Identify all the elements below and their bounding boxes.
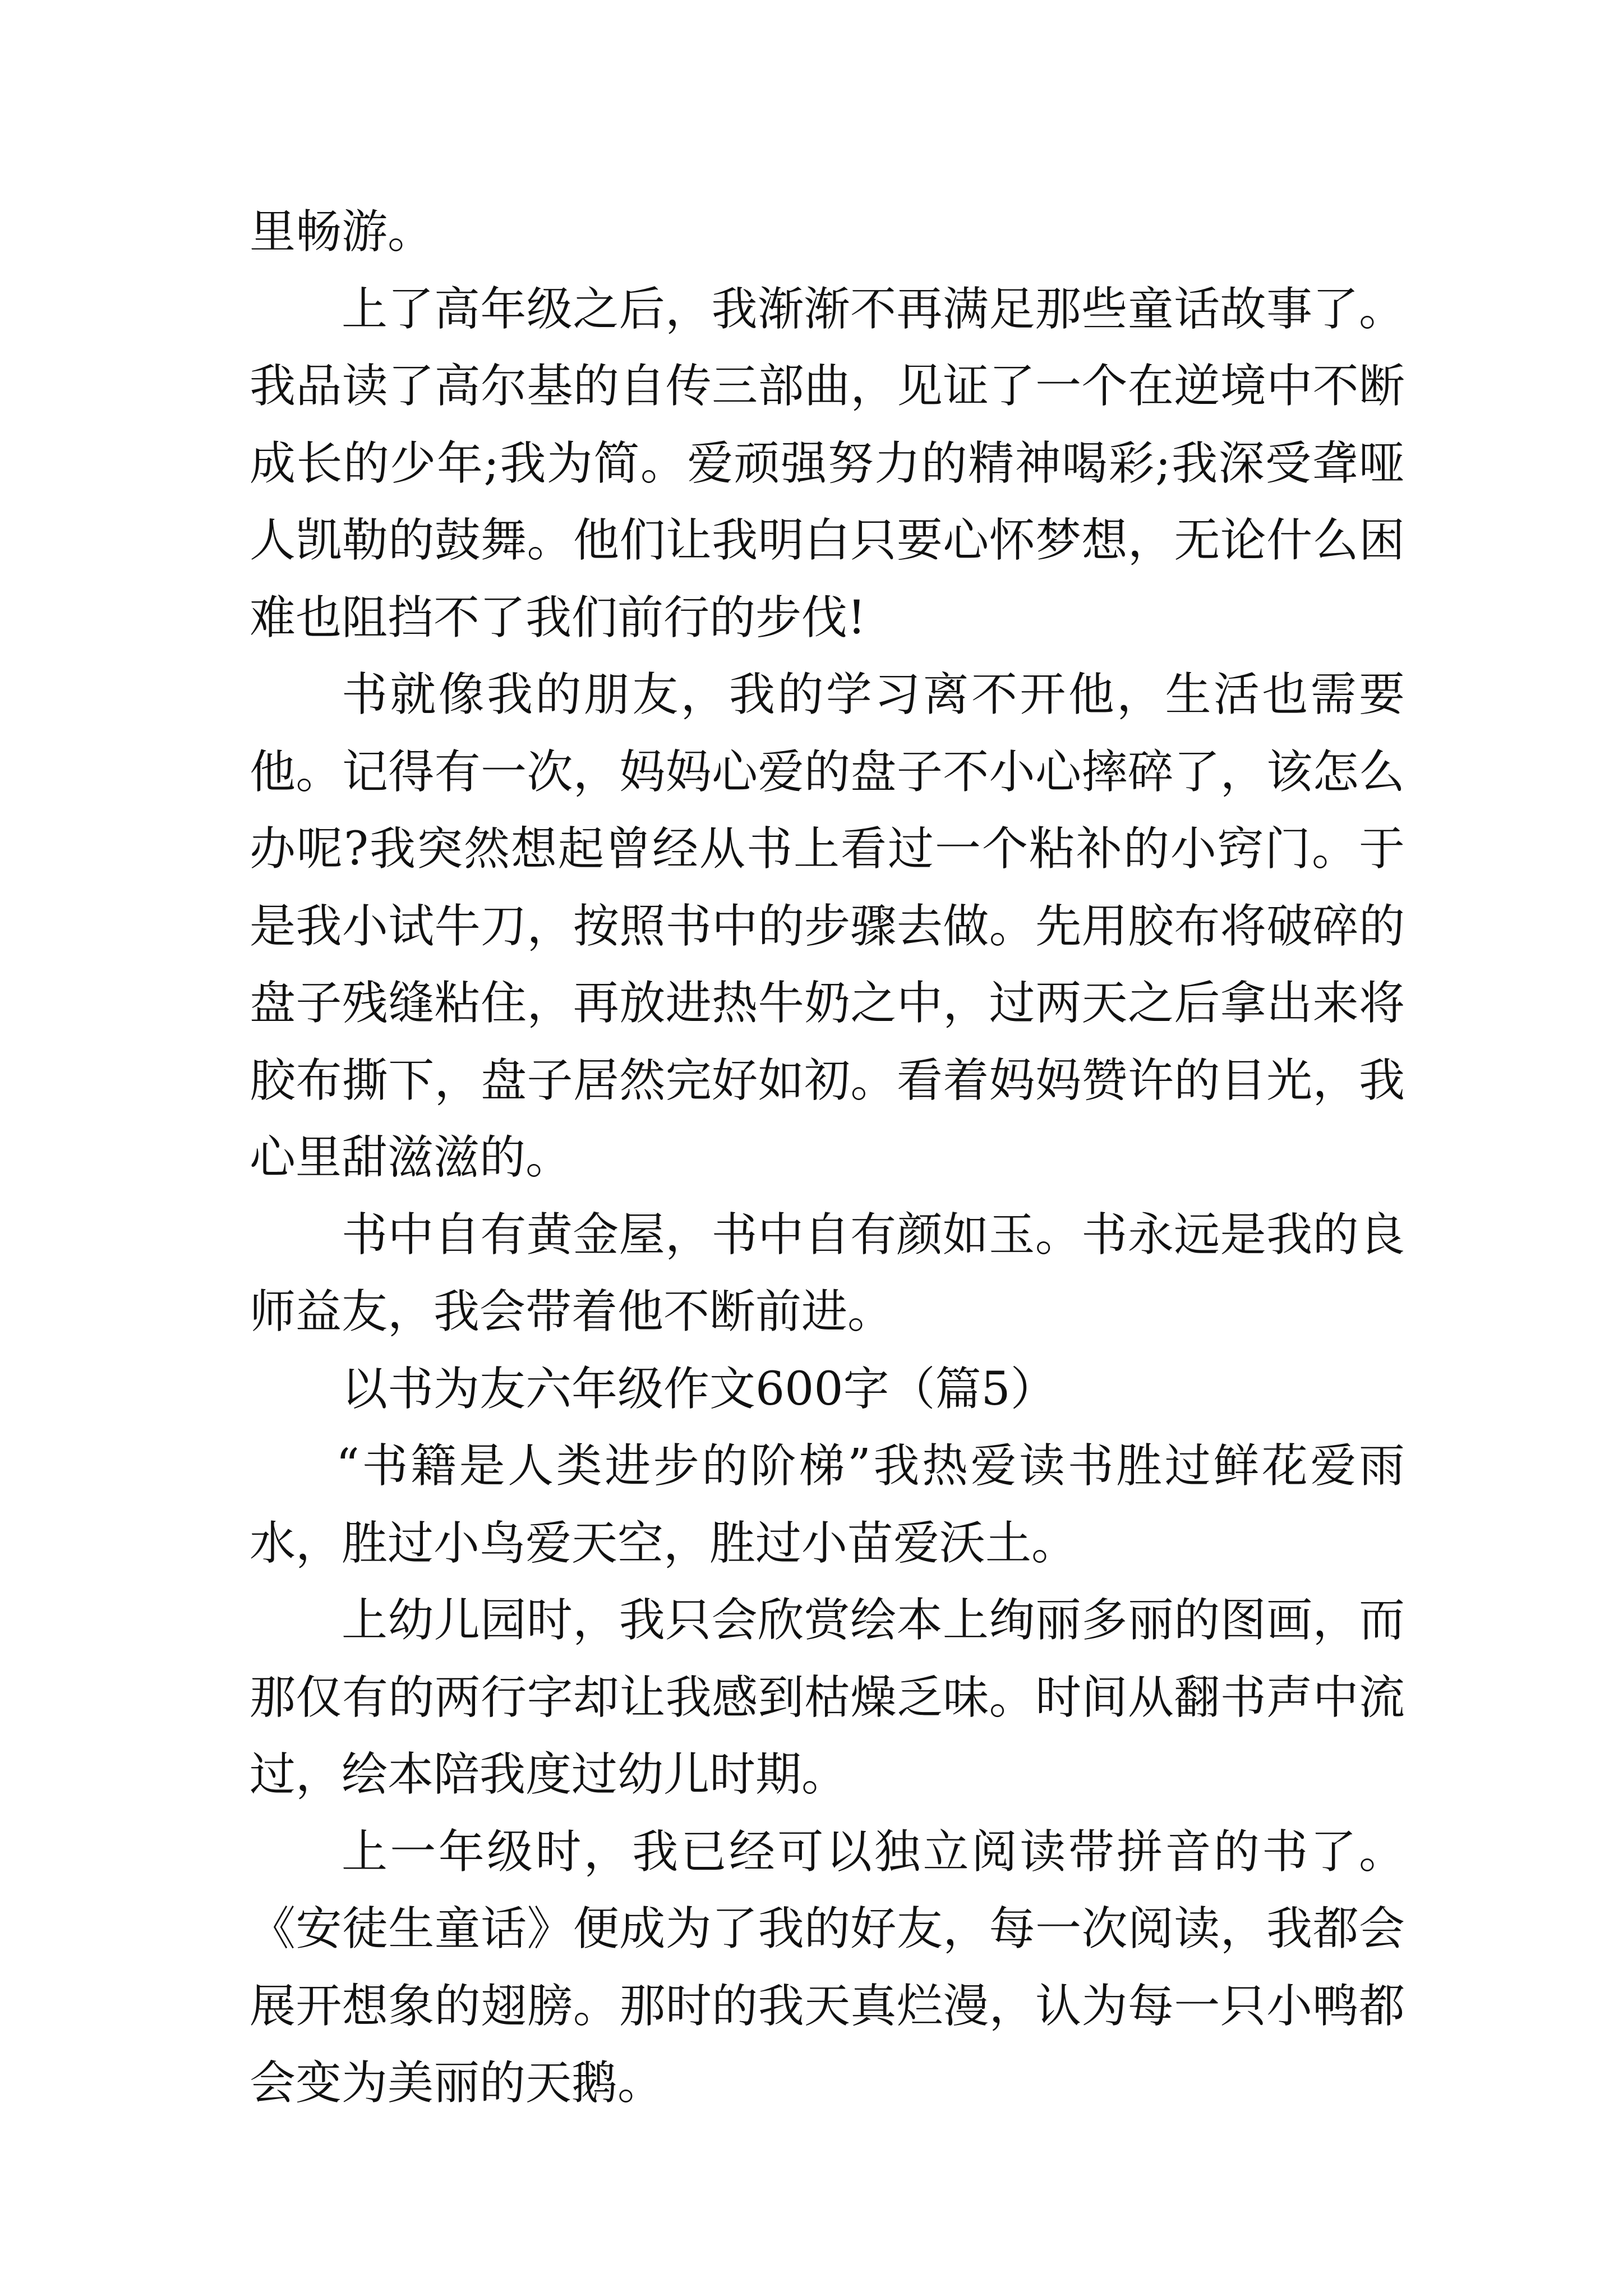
paragraph-golden-house: 书中自有黄金屋，书中自有颜如玉。书永远是我的良师益友，我会带着他不断前进。 — [250, 1208, 1405, 1338]
paragraph-first-grade: 上一年级时，我已经可以独立阅读带拼音的书了。《安徒生童话》便成为了我的好友，每一次阅读，我都会展开想象的翅膀。那时的我天真烂漫，认为每一只小鸭都会变为美丽的天鹅。 — [250, 1825, 1405, 2110]
paragraph-high-grade: 上了高年级之后，我渐渐不再满足那些童话故事了。我品读了高尔基的自传三部曲，见证了一个在逆境中不断成长的少年;我为简。爱顽强努力的精神喝彩;我深受聋哑人凯勒的鼓舞。他们让我明白只要心怀梦想，无论什么困难也阻挡不了我们前行的步伐! — [250, 282, 1405, 645]
paragraph-kindergarten: 上幼儿园时，我只会欣赏绘本上绚丽多丽的图画，而那仅有的两行字却让我感到枯燥乏味。时间从翻书声中流过，绘本陪我度过幼儿时期。 — [250, 1594, 1405, 1801]
paragraph-book-ladder: “书籍是人类进步的阶梯”我热爱读书胜过鲜花爱雨水，胜过小鸟爱天空，胜过小苗爱沃土。 — [250, 1439, 1405, 1570]
paragraph-continuation: 里畅游。 — [250, 205, 434, 259]
section-title: 以书为友六年级作文600字（篇5） — [342, 1362, 1057, 1416]
document-body — [250, 194, 1405, 2122]
paragraph-book-friend: 书就像我的朋友，我的学习离不开他，生活也需要他。记得有一次，妈妈心爱的盘子不小心摔碎了，该怎么办呢?我突然想起曾经从书上看过一个粘补的小窍门。于是我小试牛刀，按照书中的步骤去做。先用胶布将破碎的盘子残缝粘住，再放进热牛奶之中，过两天之后拿出来将胶布撕下，盘子居然完好如初。看着妈妈赞许的目光，我心里甜滋滋的。 — [250, 668, 1405, 1184]
